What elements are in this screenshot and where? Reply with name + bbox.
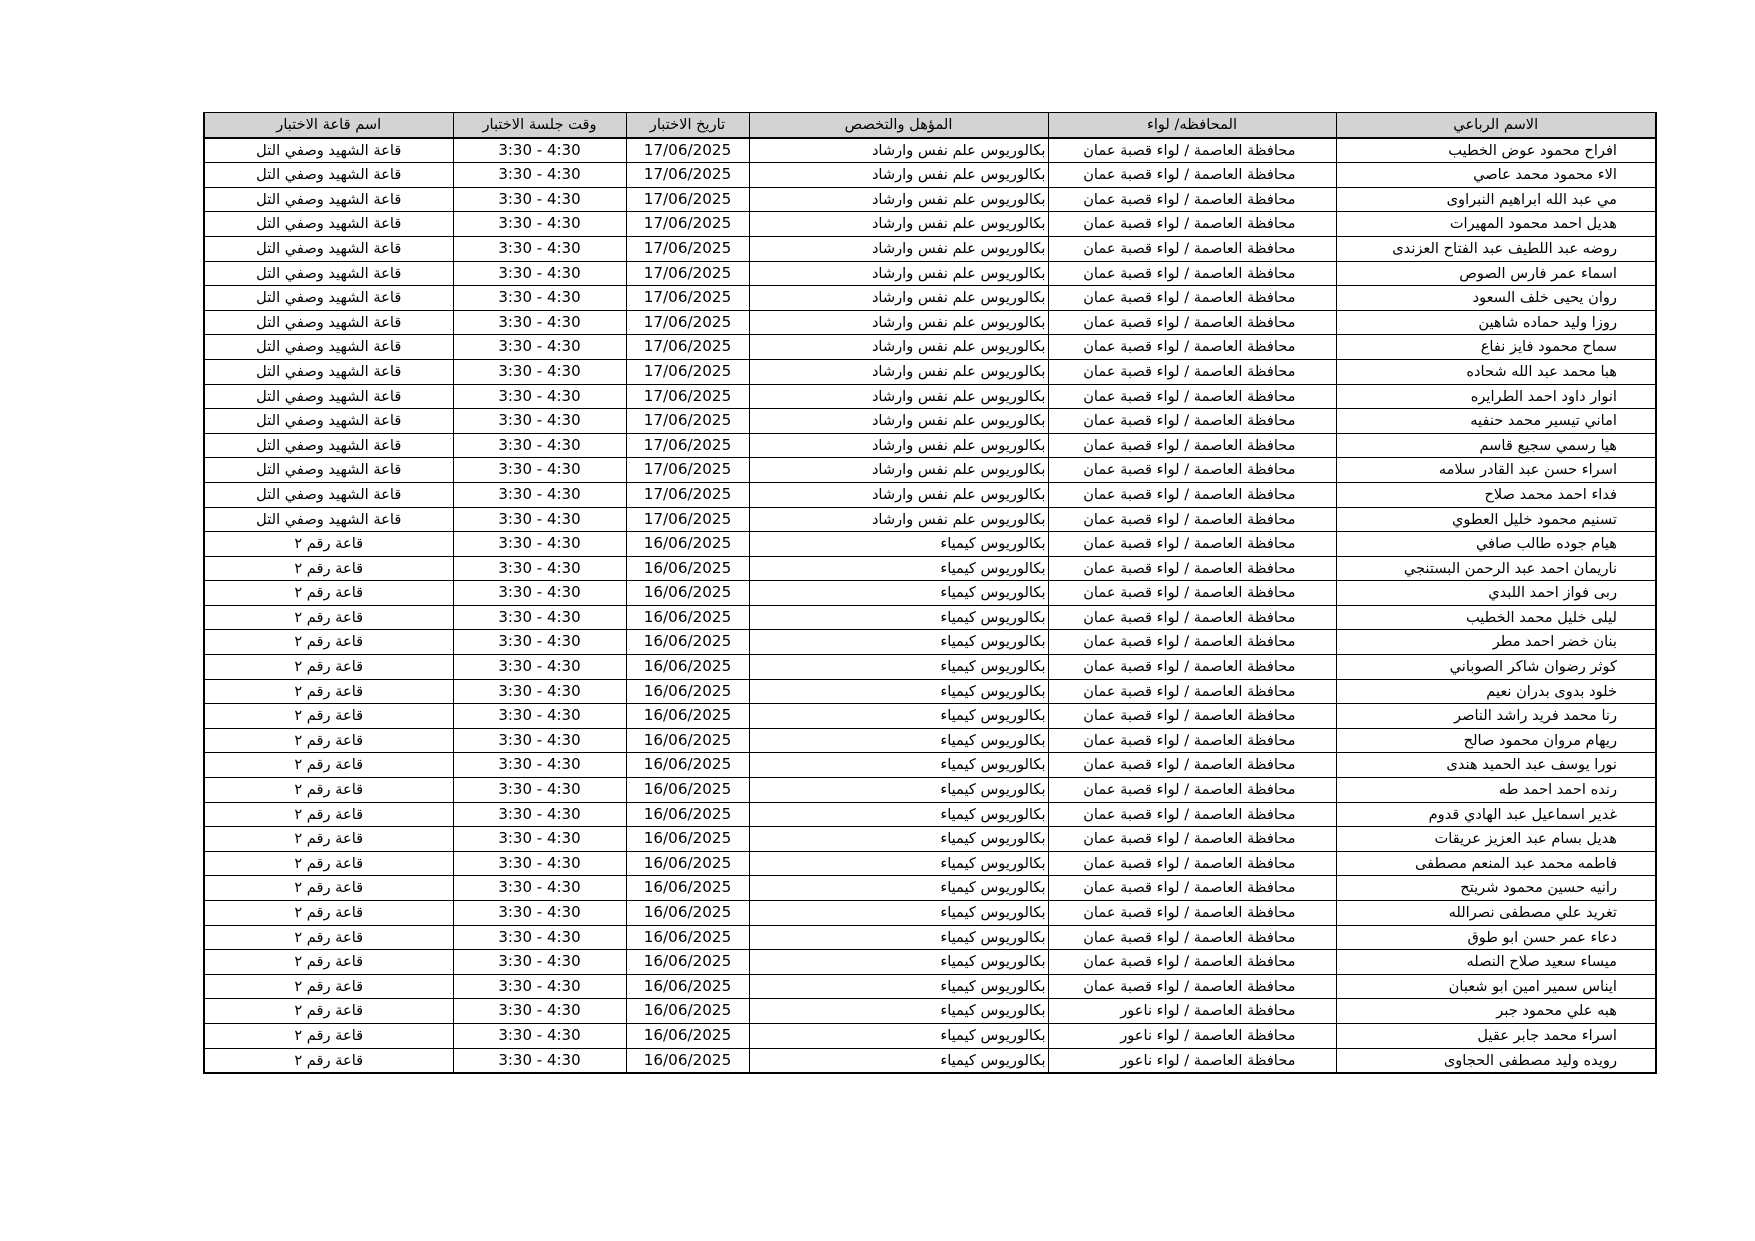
cell-qualification: بكالوريوس علم نفس وارشاد <box>749 163 1048 188</box>
header-name: الاسم الرباعي <box>1336 113 1656 138</box>
cell-hall: قاعة رقم ٢ <box>204 876 453 901</box>
table-row <box>204 163 1656 188</box>
cell-governorate: محافظة العاصمة / لواء ناعور <box>1048 999 1336 1024</box>
table-row <box>204 802 1656 827</box>
cell-session-time: 3:30 - 4:30 <box>453 974 626 999</box>
cell-name: اسماء عمر فارس الصوص <box>1336 261 1656 286</box>
cell-governorate: محافظة العاصمة / لواء قصبة عمان <box>1048 236 1336 261</box>
cell-exam-date: 17/06/2025 <box>626 359 749 384</box>
table-row <box>204 999 1656 1024</box>
cell-name: نورا يوسف عبد الحميد هندى <box>1336 753 1656 778</box>
cell-hall: قاعة رقم ٢ <box>204 851 453 876</box>
cell-hall: قاعة رقم ٢ <box>204 630 453 655</box>
cell-session-time: 3:30 - 4:30 <box>453 384 626 409</box>
cell-governorate: محافظة العاصمة / لواء قصبة عمان <box>1048 704 1336 729</box>
cell-hall: قاعة الشهيد وصفي التل <box>204 187 453 212</box>
cell-name: ريهام مروان محمود صالح <box>1336 728 1656 753</box>
cell-hall: قاعة الشهيد وصفي التل <box>204 163 453 188</box>
cell-session-time: 3:30 - 4:30 <box>453 679 626 704</box>
cell-qualification: بكالوريوس كيمياء <box>749 851 1048 876</box>
cell-exam-date: 16/06/2025 <box>626 581 749 606</box>
cell-governorate: محافظة العاصمة / لواء قصبة عمان <box>1048 827 1336 852</box>
cell-name: ميساء سعيد صلاح النصله <box>1336 950 1656 975</box>
cell-session-time: 3:30 - 4:30 <box>453 753 626 778</box>
cell-governorate: محافظة العاصمة / لواء قصبة عمان <box>1048 950 1336 975</box>
cell-exam-date: 16/06/2025 <box>626 1023 749 1048</box>
cell-hall: قاعة رقم ٢ <box>204 778 453 803</box>
table-row <box>204 827 1656 852</box>
cell-qualification: بكالوريوس علم نفس وارشاد <box>749 212 1048 237</box>
cell-hall: قاعة رقم ٢ <box>204 1048 453 1073</box>
cell-session-time: 3:30 - 4:30 <box>453 335 626 360</box>
cell-name: الاء محمود محمد عاصي <box>1336 163 1656 188</box>
cell-qualification: بكالوريوس علم نفس وارشاد <box>749 507 1048 532</box>
cell-governorate: محافظة العاصمة / لواء قصبة عمان <box>1048 482 1336 507</box>
table-row <box>204 655 1656 680</box>
cell-name: هبا محمد عبد الله شحاده <box>1336 359 1656 384</box>
table-row <box>204 458 1656 483</box>
cell-name: ليلى خليل محمد الخطيب <box>1336 605 1656 630</box>
cell-exam-date: 16/06/2025 <box>626 999 749 1024</box>
cell-governorate: محافظة العاصمة / لواء قصبة عمان <box>1048 359 1336 384</box>
cell-governorate: محافظة العاصمة / لواء قصبة عمان <box>1048 728 1336 753</box>
cell-qualification: بكالوريوس كيمياء <box>749 950 1048 975</box>
cell-hall: قاعة الشهيد وصفي التل <box>204 507 453 532</box>
table-row <box>204 384 1656 409</box>
cell-name: فاطمه محمد عبد المنعم مصطفى <box>1336 851 1656 876</box>
table-row <box>204 433 1656 458</box>
cell-hall: قاعة الشهيد وصفي التل <box>204 335 453 360</box>
cell-session-time: 3:30 - 4:30 <box>453 950 626 975</box>
cell-session-time: 3:30 - 4:30 <box>453 556 626 581</box>
cell-exam-date: 16/06/2025 <box>626 1048 749 1073</box>
header-hall: اسم قاعة الاختبار <box>204 113 453 138</box>
cell-hall: قاعة الشهيد وصفي التل <box>204 409 453 434</box>
cell-qualification: بكالوريوس علم نفس وارشاد <box>749 359 1048 384</box>
cell-session-time: 3:30 - 4:30 <box>453 901 626 926</box>
cell-qualification: بكالوريوس كيمياء <box>749 925 1048 950</box>
table-row <box>204 359 1656 384</box>
cell-exam-date: 16/06/2025 <box>626 974 749 999</box>
cell-qualification: بكالوريوس علم نفس وارشاد <box>749 310 1048 335</box>
table-row <box>204 286 1656 311</box>
cell-qualification: بكالوريوس كيمياء <box>749 1048 1048 1073</box>
cell-name: هبه علي محمود جبر <box>1336 999 1656 1024</box>
cell-hall: قاعة الشهيد وصفي التل <box>204 212 453 237</box>
cell-qualification: بكالوريوس كيمياء <box>749 581 1048 606</box>
cell-name: ناريمان احمد عبد الرحمن البستنجي <box>1336 556 1656 581</box>
header-session-time: وقت جلسة الاختبار <box>453 113 626 138</box>
table-row <box>204 409 1656 434</box>
cell-hall: قاعة الشهيد وصفي التل <box>204 384 453 409</box>
table-row <box>204 876 1656 901</box>
table-row <box>204 704 1656 729</box>
cell-governorate: محافظة العاصمة / لواء قصبة عمان <box>1048 778 1336 803</box>
cell-session-time: 3:30 - 4:30 <box>453 876 626 901</box>
cell-exam-date: 17/06/2025 <box>626 384 749 409</box>
cell-qualification: بكالوريوس كيمياء <box>749 630 1048 655</box>
cell-name: روزا وليد حماده شاهين <box>1336 310 1656 335</box>
cell-hall: قاعة رقم ٢ <box>204 999 453 1024</box>
cell-session-time: 3:30 - 4:30 <box>453 704 626 729</box>
cell-qualification: بكالوريوس علم نفس وارشاد <box>749 409 1048 434</box>
cell-session-time: 3:30 - 4:30 <box>453 212 626 237</box>
cell-session-time: 3:30 - 4:30 <box>453 851 626 876</box>
cell-exam-date: 17/06/2025 <box>626 212 749 237</box>
cell-session-time: 3:30 - 4:30 <box>453 802 626 827</box>
cell-hall: قاعة الشهيد وصفي التل <box>204 482 453 507</box>
cell-qualification: بكالوريوس كيمياء <box>749 1023 1048 1048</box>
cell-hall: قاعة رقم ٢ <box>204 901 453 926</box>
cell-session-time: 3:30 - 4:30 <box>453 138 626 163</box>
cell-name: انوار داود احمد الطرايره <box>1336 384 1656 409</box>
cell-session-time: 3:30 - 4:30 <box>453 187 626 212</box>
cell-governorate: محافظة العاصمة / لواء قصبة عمان <box>1048 532 1336 557</box>
cell-exam-date: 17/06/2025 <box>626 286 749 311</box>
cell-hall: قاعة رقم ٢ <box>204 974 453 999</box>
table-row <box>204 778 1656 803</box>
cell-session-time: 3:30 - 4:30 <box>453 655 626 680</box>
cell-qualification: بكالوريوس علم نفس وارشاد <box>749 335 1048 360</box>
cell-hall: قاعة الشهيد وصفي التل <box>204 236 453 261</box>
cell-name: هديل احمد محمود المهيرات <box>1336 212 1656 237</box>
cell-governorate: محافظة العاصمة / لواء قصبة عمان <box>1048 679 1336 704</box>
cell-governorate: محافظة العاصمة / لواء قصبة عمان <box>1048 409 1336 434</box>
cell-qualification: بكالوريوس كيمياء <box>749 778 1048 803</box>
cell-qualification: بكالوريوس علم نفس وارشاد <box>749 458 1048 483</box>
cell-hall: قاعة الشهيد وصفي التل <box>204 310 453 335</box>
cell-name: تسنيم محمود خليل العطوي <box>1336 507 1656 532</box>
cell-exam-date: 16/06/2025 <box>626 876 749 901</box>
cell-qualification: بكالوريوس علم نفس وارشاد <box>749 286 1048 311</box>
cell-qualification: بكالوريوس كيمياء <box>749 728 1048 753</box>
table-row <box>204 950 1656 975</box>
header-qualification: المؤهل والتخصص <box>749 113 1048 138</box>
cell-exam-date: 16/06/2025 <box>626 851 749 876</box>
cell-session-time: 3:30 - 4:30 <box>453 286 626 311</box>
cell-name: روضه عبد اللطيف عبد الفتاح العزندى <box>1336 236 1656 261</box>
cell-name: هيا رسمي سجيع قاسم <box>1336 433 1656 458</box>
cell-qualification: بكالوريوس كيمياء <box>749 605 1048 630</box>
cell-qualification: بكالوريوس علم نفس وارشاد <box>749 482 1048 507</box>
table-row <box>204 556 1656 581</box>
cell-exam-date: 16/06/2025 <box>626 753 749 778</box>
cell-session-time: 3:30 - 4:30 <box>453 999 626 1024</box>
cell-exam-date: 17/06/2025 <box>626 163 749 188</box>
cell-name: اماني تيسير محمد حنفيه <box>1336 409 1656 434</box>
cell-name: تغريد علي مصطفى نصرالله <box>1336 901 1656 926</box>
cell-name: بنان خضر احمد مطر <box>1336 630 1656 655</box>
cell-governorate: محافظة العاصمة / لواء قصبة عمان <box>1048 384 1336 409</box>
cell-hall: قاعة رقم ٢ <box>204 728 453 753</box>
cell-governorate: محافظة العاصمة / لواء قصبة عمان <box>1048 802 1336 827</box>
table-row <box>204 630 1656 655</box>
cell-hall: قاعة رقم ٢ <box>204 950 453 975</box>
table-row <box>204 532 1656 557</box>
cell-exam-date: 16/06/2025 <box>626 950 749 975</box>
cell-name: خلود بدوى بدران نعيم <box>1336 679 1656 704</box>
cell-governorate: محافظة العاصمة / لواء قصبة عمان <box>1048 163 1336 188</box>
cell-hall: قاعة رقم ٢ <box>204 802 453 827</box>
table-row <box>204 138 1656 163</box>
cell-hall: قاعة الشهيد وصفي التل <box>204 433 453 458</box>
cell-exam-date: 16/06/2025 <box>626 802 749 827</box>
table-row <box>204 1048 1656 1073</box>
cell-session-time: 3:30 - 4:30 <box>453 458 626 483</box>
table-row <box>204 581 1656 606</box>
cell-governorate: محافظة العاصمة / لواء قصبة عمان <box>1048 458 1336 483</box>
cell-exam-date: 17/06/2025 <box>626 310 749 335</box>
table-row <box>204 851 1656 876</box>
cell-hall: قاعة الشهيد وصفي التل <box>204 138 453 163</box>
cell-exam-date: 17/06/2025 <box>626 335 749 360</box>
cell-name: رنا محمد فريد راشد الناصر <box>1336 704 1656 729</box>
cell-governorate: محافظة العاصمة / لواء قصبة عمان <box>1048 925 1336 950</box>
cell-exam-date: 16/06/2025 <box>626 827 749 852</box>
table-row <box>204 679 1656 704</box>
cell-name: رنده احمد احمد طه <box>1336 778 1656 803</box>
cell-qualification: بكالوريوس كيمياء <box>749 827 1048 852</box>
header-exam-date: تاريخ الاختبار <box>626 113 749 138</box>
cell-exam-date: 17/06/2025 <box>626 433 749 458</box>
table-row <box>204 507 1656 532</box>
cell-hall: قاعة رقم ٢ <box>204 925 453 950</box>
cell-session-time: 3:30 - 4:30 <box>453 778 626 803</box>
cell-name: سماح محمود فايز نفاع <box>1336 335 1656 360</box>
cell-exam-date: 17/06/2025 <box>626 138 749 163</box>
cell-qualification: بكالوريوس كيمياء <box>749 974 1048 999</box>
cell-session-time: 3:30 - 4:30 <box>453 1023 626 1048</box>
cell-exam-date: 17/06/2025 <box>626 482 749 507</box>
cell-hall: قاعة رقم ٢ <box>204 679 453 704</box>
cell-governorate: محافظة العاصمة / لواء قصبة عمان <box>1048 901 1336 926</box>
cell-qualification: بكالوريوس علم نفس وارشاد <box>749 261 1048 286</box>
cell-name: رويده وليد مصطفى الحجاوى <box>1336 1048 1656 1073</box>
cell-session-time: 3:30 - 4:30 <box>453 236 626 261</box>
cell-hall: قاعة رقم ٢ <box>204 605 453 630</box>
cell-name: هديل بسام عبد العزيز عريقات <box>1336 827 1656 852</box>
cell-name: افراح محمود عوض الخطيب <box>1336 138 1656 163</box>
cell-hall: قاعة الشهيد وصفي التل <box>204 458 453 483</box>
cell-name: دعاء عمر حسن ابو طوق <box>1336 925 1656 950</box>
table-row <box>204 605 1656 630</box>
cell-exam-date: 16/06/2025 <box>626 532 749 557</box>
cell-exam-date: 17/06/2025 <box>626 261 749 286</box>
cell-exam-date: 16/06/2025 <box>626 655 749 680</box>
cell-hall: قاعة رقم ٢ <box>204 581 453 606</box>
cell-session-time: 3:30 - 4:30 <box>453 827 626 852</box>
cell-governorate: محافظة العاصمة / لواء قصبة عمان <box>1048 605 1336 630</box>
cell-exam-date: 16/06/2025 <box>626 704 749 729</box>
cell-name: اسراء حسن عبد القادر سلامه <box>1336 458 1656 483</box>
cell-governorate: محافظة العاصمة / لواء قصبة عمان <box>1048 581 1336 606</box>
cell-qualification: بكالوريوس كيمياء <box>749 532 1048 557</box>
table-row <box>204 482 1656 507</box>
cell-governorate: محافظة العاصمة / لواء قصبة عمان <box>1048 556 1336 581</box>
cell-qualification: بكالوريوس علم نفس وارشاد <box>749 433 1048 458</box>
cell-session-time: 3:30 - 4:30 <box>453 605 626 630</box>
cell-name: رانيه حسين محمود شريتح <box>1336 876 1656 901</box>
cell-hall: قاعة رقم ٢ <box>204 753 453 778</box>
cell-session-time: 3:30 - 4:30 <box>453 433 626 458</box>
cell-session-time: 3:30 - 4:30 <box>453 507 626 532</box>
table-header-row <box>204 113 1656 138</box>
cell-session-time: 3:30 - 4:30 <box>453 482 626 507</box>
cell-governorate: محافظة العاصمة / لواء قصبة عمان <box>1048 310 1336 335</box>
cell-exam-date: 16/06/2025 <box>626 605 749 630</box>
cell-exam-date: 17/06/2025 <box>626 507 749 532</box>
cell-name: كوثر رضوان شاكر الصوباني <box>1336 655 1656 680</box>
cell-qualification: بكالوريوس علم نفس وارشاد <box>749 187 1048 212</box>
cell-exam-date: 16/06/2025 <box>626 679 749 704</box>
cell-session-time: 3:30 - 4:30 <box>453 1048 626 1073</box>
table-row <box>204 212 1656 237</box>
table-row <box>204 753 1656 778</box>
cell-qualification: بكالوريوس كيمياء <box>749 556 1048 581</box>
cell-session-time: 3:30 - 4:30 <box>453 728 626 753</box>
cell-governorate: محافظة العاصمة / لواء قصبة عمان <box>1048 851 1336 876</box>
cell-exam-date: 16/06/2025 <box>626 778 749 803</box>
cell-session-time: 3:30 - 4:30 <box>453 409 626 434</box>
cell-governorate: محافظة العاصمة / لواء قصبة عمان <box>1048 261 1336 286</box>
table-row <box>204 901 1656 926</box>
cell-qualification: بكالوريوس كيمياء <box>749 679 1048 704</box>
cell-governorate: محافظة العاصمة / لواء قصبة عمان <box>1048 138 1336 163</box>
cell-qualification: بكالوريوس كيمياء <box>749 876 1048 901</box>
cell-governorate: محافظة العاصمة / لواء قصبة عمان <box>1048 286 1336 311</box>
table-row <box>204 187 1656 212</box>
cell-hall: قاعة رقم ٢ <box>204 827 453 852</box>
cell-governorate: محافظة العاصمة / لواء قصبة عمان <box>1048 753 1336 778</box>
table-row <box>204 1023 1656 1048</box>
cell-hall: قاعة رقم ٢ <box>204 1023 453 1048</box>
cell-qualification: بكالوريوس كيمياء <box>749 704 1048 729</box>
cell-hall: قاعة الشهيد وصفي التل <box>204 286 453 311</box>
cell-governorate: محافظة العاصمة / لواء قصبة عمان <box>1048 974 1336 999</box>
cell-governorate: محافظة العاصمة / لواء ناعور <box>1048 1023 1336 1048</box>
cell-hall: قاعة رقم ٢ <box>204 532 453 557</box>
cell-name: غدير اسماعيل عبد الهادي قدوم <box>1336 802 1656 827</box>
cell-name: فداء احمد محمد صلاح <box>1336 482 1656 507</box>
cell-qualification: بكالوريوس كيمياء <box>749 802 1048 827</box>
cell-session-time: 3:30 - 4:30 <box>453 532 626 557</box>
cell-exam-date: 17/06/2025 <box>626 236 749 261</box>
cell-hall: قاعة رقم ٢ <box>204 556 453 581</box>
cell-governorate: محافظة العاصمة / لواء قصبة عمان <box>1048 507 1336 532</box>
cell-governorate: محافظة العاصمة / لواء قصبة عمان <box>1048 655 1336 680</box>
cell-governorate: محافظة العاصمة / لواء قصبة عمان <box>1048 876 1336 901</box>
cell-exam-date: 16/06/2025 <box>626 556 749 581</box>
table-row <box>204 310 1656 335</box>
cell-name: مي عبد الله ابراهيم النبراوى <box>1336 187 1656 212</box>
cell-session-time: 3:30 - 4:30 <box>453 163 626 188</box>
cell-governorate: محافظة العاصمة / لواء قصبة عمان <box>1048 212 1336 237</box>
cell-exam-date: 17/06/2025 <box>626 458 749 483</box>
table-body <box>204 138 1656 1074</box>
cell-hall: قاعة رقم ٢ <box>204 655 453 680</box>
table-row <box>204 335 1656 360</box>
cell-qualification: بكالوريوس كيمياء <box>749 901 1048 926</box>
cell-governorate: محافظة العاصمة / لواء قصبة عمان <box>1048 630 1336 655</box>
cell-governorate: محافظة العاصمة / لواء قصبة عمان <box>1048 335 1336 360</box>
cell-name: هيام جوده طالب صافي <box>1336 532 1656 557</box>
table-row <box>204 236 1656 261</box>
cell-hall: قاعة الشهيد وصفي التل <box>204 261 453 286</box>
cell-governorate: محافظة العاصمة / لواء ناعور <box>1048 1048 1336 1073</box>
cell-exam-date: 16/06/2025 <box>626 728 749 753</box>
cell-session-time: 3:30 - 4:30 <box>453 630 626 655</box>
cell-name: اسراء محمد جابر عقيل <box>1336 1023 1656 1048</box>
cell-hall: قاعة الشهيد وصفي التل <box>204 359 453 384</box>
table-row <box>204 261 1656 286</box>
cell-name: ايناس سمير امين ابو شعبان <box>1336 974 1656 999</box>
table-row <box>204 728 1656 753</box>
cell-qualification: بكالوريوس كيمياء <box>749 753 1048 778</box>
cell-session-time: 3:30 - 4:30 <box>453 310 626 335</box>
header-governorate: المحافظه/ لواء <box>1048 113 1336 138</box>
cell-exam-date: 16/06/2025 <box>626 901 749 926</box>
cell-exam-date: 17/06/2025 <box>626 187 749 212</box>
table-row <box>204 974 1656 999</box>
cell-session-time: 3:30 - 4:30 <box>453 581 626 606</box>
cell-name: ربى فواز احمد اللبدي <box>1336 581 1656 606</box>
cell-exam-date: 16/06/2025 <box>626 925 749 950</box>
cell-hall: قاعة رقم ٢ <box>204 704 453 729</box>
table-row <box>204 925 1656 950</box>
cell-exam-date: 17/06/2025 <box>626 409 749 434</box>
cell-session-time: 3:30 - 4:30 <box>453 359 626 384</box>
cell-governorate: محافظة العاصمة / لواء قصبة عمان <box>1048 187 1336 212</box>
exam-schedule-table <box>203 112 1657 1074</box>
cell-qualification: بكالوريوس علم نفس وارشاد <box>749 236 1048 261</box>
cell-governorate: محافظة العاصمة / لواء قصبة عمان <box>1048 433 1336 458</box>
cell-qualification: بكالوريوس كيمياء <box>749 999 1048 1024</box>
cell-qualification: بكالوريوس علم نفس وارشاد <box>749 384 1048 409</box>
cell-session-time: 3:30 - 4:30 <box>453 925 626 950</box>
cell-qualification: بكالوريوس كيمياء <box>749 655 1048 680</box>
cell-qualification: بكالوريوس علم نفس وارشاد <box>749 138 1048 163</box>
cell-session-time: 3:30 - 4:30 <box>453 261 626 286</box>
cell-name: روان يحيى خلف السعود <box>1336 286 1656 311</box>
cell-exam-date: 16/06/2025 <box>626 630 749 655</box>
